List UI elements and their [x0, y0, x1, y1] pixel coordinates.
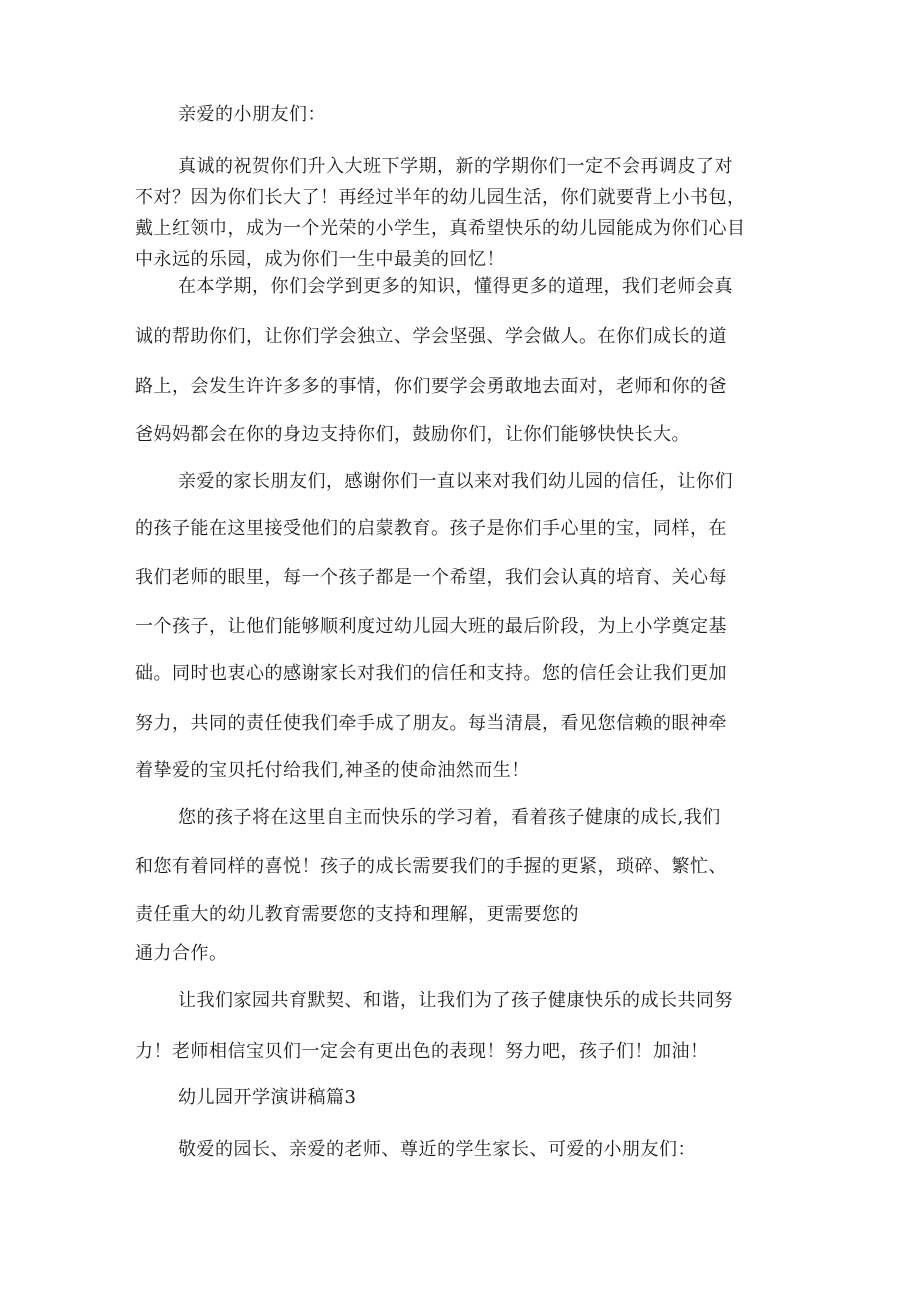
paragraph-line: 亲爱的家长朋友们，感谢你们一直以来对我们幼儿园的信任，让你们	[178, 471, 733, 492]
paragraph-line: 努力，共同的责任使我们牵手成了朋友。每当清晨，看见您信赖的眼神牵	[135, 713, 727, 734]
section-title: 幼儿园开学演讲稿篇3	[178, 1087, 357, 1108]
paragraph-line: 真诚的祝贺你们升入大班下学期，新的学期你们一定不会再调皮了对	[178, 156, 733, 177]
paragraph-line: 力！老师相信宝贝们一定会有更出色的表现！努力吧，孩子们！加油！	[135, 1041, 709, 1062]
paragraph-line: 的孩子能在这里接受他们的启蒙教育。孩子是你们手心里的宝，同样，在	[135, 518, 727, 539]
paragraph-line: 诚的帮助你们，让你们学会独立、学会坚强、学会做人。在你们成长的道	[135, 326, 727, 347]
paragraph-line: 让我们家园共育默契、和谐，让我们为了孩子健康快乐的成长共同努	[178, 990, 733, 1011]
closing-greeting: 敬爱的园长、亲爱的老师、尊近的学生家长、可爱的小朋友们：	[178, 1139, 696, 1160]
paragraph-line: 我们老师的眼里，每一个孩子都是一个希望，我们会认真的培育、关心每	[135, 567, 727, 588]
paragraph-line: 您的孩子将在这里自主而快乐的学习着，看着孩子健康的成长,我们	[178, 807, 721, 828]
paragraph-line: 责任重大的幼儿教育需要您的支持和理解，更需要您的	[135, 904, 579, 925]
paragraph-line: 中永远的乐园，成为你们一生中最美的回忆！	[135, 249, 505, 270]
paragraph-line: 础。同时也衷心的感谢家长对我们的信任和支持。您的信任会让我们更加	[135, 663, 727, 684]
paragraph-line: 路上，会发生许许多多的事情，你们要学会勇敢地去面对，老师和你的爸	[135, 376, 727, 397]
paragraph-line: 不对？因为你们长大了！再经过半年的幼儿园生活，你们就要背上小书包，	[135, 187, 746, 208]
paragraph-line: 在本学期，你们会学到更多的知识，懂得更多的道理，我们老师会真	[178, 276, 733, 297]
greeting: 亲爱的小朋友们：	[178, 104, 326, 125]
paragraph-line: 爸妈妈都会在你的身边支持你们，鼓励你们，让你们能够快快长大。	[135, 424, 690, 445]
paragraph-line: 一个孩子，让他们能够顺利度过幼儿园大班的最后阶段，为上小学奠定基	[135, 616, 727, 637]
paragraph-line: 戴上红领巾，成为一个光荣的小学生，真希望快乐的幼儿园能成为你们心目	[135, 218, 746, 239]
paragraph-line: 通力合作。	[135, 943, 228, 964]
paragraph-line: 和您有着同样的喜悦！孩子的成长需要我们的手握的更紧，琐碎、繁忙、	[135, 856, 727, 877]
paragraph-line: 着挚爱的宝贝托付给我们,神圣的使命油然而生！	[135, 760, 530, 781]
